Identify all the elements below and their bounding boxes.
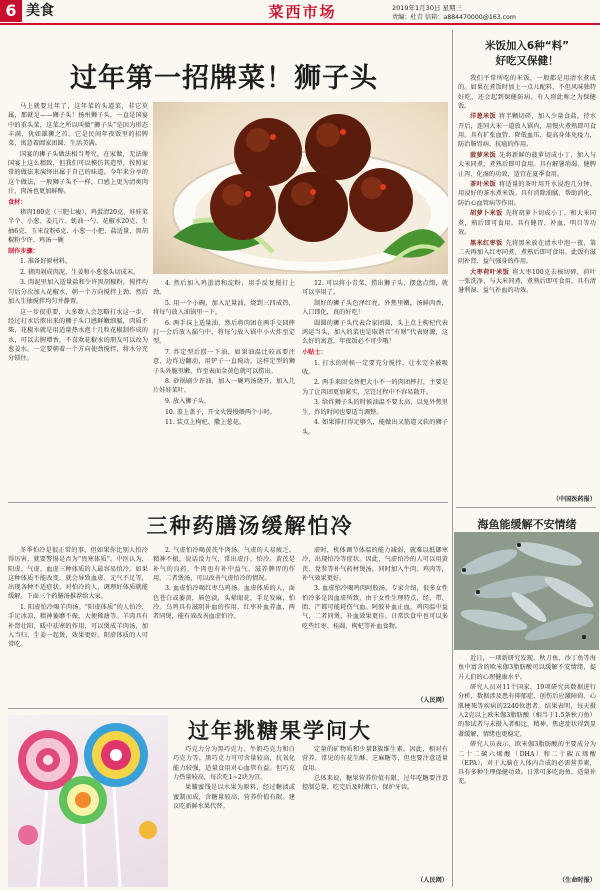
rice-item <box>458 209 596 237</box>
herbal-soup-col2 <box>153 546 295 623</box>
paragraph: 1. 阳虚怕冷喝羊肉汤。“阳虚体质”的人怕冷，手足冰凉，精神萎靡不振，大便稀溏等。羊肉具有补肾壮阳、暖中祛寒的作用，可以煲成羊肉汤，加入当归、生姜一起煲，效果更好。阳虚体质的人可常吃。 <box>8 604 148 649</box>
step: 8. 砂锅刷少许油，加入一碗鸡汤烧开，加入几片娃娃菜叶。 <box>153 378 295 395</box>
step: 6. 两手抹上适量油，然后将肉团在两手交回摔打一会后放入漏勺中，将每勺放入锅中小火炸至定型。 <box>153 319 295 346</box>
page-number: 6 <box>0 0 22 22</box>
lion-head-photo <box>153 102 448 274</box>
step: 1. 准备好原材料。 <box>20 258 72 266</box>
section-title: 美食 <box>26 3 54 19</box>
subheading-tips: 小贴士： <box>302 348 327 356</box>
item-text: 先将胡萝卜切成小丁，和大米同煮，熟后即可食用。具有健胃、补血、明目等功效。 <box>458 210 597 236</box>
item-text: 先将黑米放在清水中泡一夜，第二天再加入红枣同煮，煮熟后即可食用。此饭有滋阴补肾、益气强身的作用。 <box>458 239 597 266</box>
item-label: 大枣荷叶米饭 <box>470 268 510 276</box>
rice-item <box>458 268 596 296</box>
lion-head-headline: 过年第一招牌菜！狮子头 <box>70 63 378 94</box>
lion-head-col3 <box>302 279 448 438</box>
paragraph: 近日，一项新研究发现，秋刀鱼、沙丁鱼等海鱼中富含的欧米伽3脂肪酸可以缓解不安情绪，提升人们的心理健康水平。 <box>458 655 596 681</box>
item-label: 胡萝卜米饭 <box>470 210 503 218</box>
paragraph: 研究人员表示，欧米伽3脂肪酸的主要成分为二十二碳六烯酸（DHA）和二十碳五烯酸（EPA），对于大脑在人体内合成的必需营养素，具有多种生理保健功效。日常可多吃海鱼，适量补充。 <box>458 741 596 786</box>
fish-credit: （生命时报） <box>558 877 596 884</box>
candy-headline: 过年挑糖果学问大 <box>188 718 372 743</box>
paragraph: 虚时，机体调节体温的能力减弱，就难以抵御寒冷，出现怕冷等症状。因此，气虚怕冷的人可以用黄芪、党参等补气药材煲汤，同时加入牛肉、鸡肉等，补气效果更好。 <box>302 547 448 582</box>
step: 2. 猪肉剁成肉泥，生姜和小葱葱头切成末。 <box>20 268 140 276</box>
rice-item <box>458 239 596 267</box>
rice-article <box>458 74 596 297</box>
paragraph: 3. 血虚怕冷喝鸡肉阿胶汤。专家介绍，很多女性怕冷多是因血虚所致，由于女性生理特点，经、带、胎、产都可能耗伤气血。阿胶补血止血，鸡肉温中益气，二者同煲，补血效果更佳。日常饮食中也可以多吃些红枣、桂圆、枸杞等补血食物。 <box>302 585 448 630</box>
fish-illustration <box>454 532 599 650</box>
paragraph: 国宴的狮子头做法相当考究，在家做，无法像国宴上这么精致，但我们可以模仿其造型，按照家常的做法来演绎出属于自己的味道。今年来分享的这个做法，一般狮子头不一样，口感上更为清爽肉汁，肉汤也更加鲜醇。 <box>8 150 148 195</box>
rice-item <box>458 112 596 149</box>
candy-col2 <box>173 745 295 813</box>
header-divider <box>0 23 600 25</box>
step: 5. 用一个小碗，加入足量油，烧到三四成热，将每勺放入油锅里一下。 <box>153 299 295 317</box>
item-label: 茶叶米饭 <box>470 181 496 189</box>
fish-headline: 海鱼能缓解不安情绪 <box>477 518 577 531</box>
subheading-ingredients: 食材： <box>8 198 27 206</box>
herbal-soup-col3 <box>302 546 448 632</box>
ingredients-text: 猪肉180克（三肥七瘦）、鸡蛋清20克、娃娃菜半个、小葱、姜几片、蚝油一勺、花椒水20克、生抽6克、玉米淀粉6克、小葱一小把、盐适量、黑胡椒粉少许、鸡汤一碗 <box>8 209 148 245</box>
candy-photo <box>8 715 168 887</box>
paragraph: 研究人员对11个国家、19项研究共数据进行分析，数据涉及患有抑郁症、创伤后应激障碍、心肌梗死等疾病的2240位患者。结果表明，每天摄入2克以上欧米伽3脂肪酸（相当于1.5条秋刀鱼）的参试者与未摄入者相比，精神、焦虑症状得到显著缓解，情绪也更稳定。 <box>458 684 596 738</box>
step: 9. 放入狮子头。 <box>165 398 210 406</box>
tip: 2. 两手来回交替把大小不一的肉团摔打，主要是为了让肉团更加紧实，烹饪过程中不容易散开。 <box>302 379 448 396</box>
paragraph: 2. 气虚怕冷喝黄芪牛肉汤。气虚的人易疲乏、精神不振，说话没力气，常出虚汗，怕冷。黄芪是补气的良药，牛肉也有补中益气、滋养脾胃的作用，二者煲汤，可以改善气虚怕冷的情况。 <box>153 547 295 582</box>
item-label: 菠萝米饭 <box>470 151 496 159</box>
herbal-soup-credit: （人民网） <box>417 697 448 704</box>
paragraph: 制好的狮子头色泽红亮，外焦里嫩，汤鲜肉香，入口即化，真的好吃！ <box>302 299 448 317</box>
subheading-method: 制作步骤： <box>8 247 39 255</box>
rice-item <box>458 180 596 208</box>
item-text: 先将新鲜的菠萝切成小丁，加入与大米同煮，煮熟后即可食用。具有解暑消渴、健脾止泻、化湿的功效，适宜在夏季食用。 <box>458 151 597 178</box>
tip: 4. 如果排打得足够久，能做出又筋道又软的狮子头。 <box>302 419 448 436</box>
paragraph: 马上就要过年了，这年菜的头道菜，非它莫属，那就是——狮子头！扬州狮子头，一直是国宴中的重头菜，这菜之所以叫做“狮子头”是因为形态丰满，犹如雄狮之首。它是民间年夜饭里的招牌菜，寓意着阖家团圆、生活美满。 <box>8 103 148 148</box>
rice-headline-line2: 好吃又保健！ <box>495 55 559 67</box>
section-divider <box>8 708 448 709</box>
item-label: 洋葱米饭 <box>470 113 496 121</box>
paragraph: 圆圆的狮子头代表合家团圆，头上点上枸杞代表鸿运当头，加入的菜也是取谐音“有财”代表财源，这么好的寓意，年夜饭必不可少哦！ <box>302 319 448 346</box>
paragraph: 3. 血虚怕冷喝红枣乌鸡汤。血虚体质的人，面色苍白或萎黄，唇色淡，头晕眼花，手足发麻，怕冷。乌鸡具有滋阴补血的作用，红枣补血养血，两者同煲，能有效改善血虚怕冷。 <box>153 585 295 621</box>
item-text: 将半颗切碎，加入少量食盐，待水开后，连同大米一道放入锅内，用慢火煮熟即可食用。具有扩张血管、降低血压、提高身体免疫力，防治肠胃病、抗癌的作用。 <box>458 113 597 149</box>
paragraph: 我们平常所吃的米饭，一般都是用清水煮成的。如果在煮饭时加上一点儿配料，不但风味独特好吃，还会起到保健防病、有人将此称之为保健饭。 <box>458 75 596 110</box>
rice-item <box>458 151 596 179</box>
header-date: 2019年1月30日 星期三 <box>392 4 463 12</box>
step: 4. 然后加入鸡蛋清和淀粉，用手反复搅打上劲。 <box>153 280 295 297</box>
step: 3. 肉泥里加入适量盐和少许黑胡椒粉，搅拌均匀后分次加入花椒水，朝一个方向搅拌上劲，然后加入生抽搅拌均匀并静置。 <box>8 279 148 306</box>
candy-illustration <box>8 715 168 887</box>
rice-headline-line1: 米饭加入6种“料” <box>484 40 570 52</box>
tip: 3. 给炸狮子头的时候油温不要太高，以免外焦里生，炸的时间也要适当调整。 <box>302 399 448 416</box>
masthead: 菜西市场 <box>268 3 337 21</box>
meatball-illustration <box>153 102 448 274</box>
fish-photo <box>454 532 599 650</box>
step: 这一步很重要，大多数人会忽略打水这一步，经过打水后煎出来的狮子头口感鲜嫩细腻，肉质不柴，花椒水就是用适量热水泡十几粒花椒制作成的水，可以去腥增香，不喜欢花椒水的朋友可以改为葱姜水。一定要朝着一个方向使劲搅拌，将水分充分锁住。 <box>8 308 148 363</box>
step: 11. 装点上枸杞、撒上葱花。 <box>165 419 245 427</box>
item-text: 将适量的茶叶用开水浸泡几分钟，用浸好的茶水煮米饭。具有消除油腻、帮助消化、防治心血管病等作用。 <box>458 181 597 207</box>
lion-head-col2 <box>153 279 295 429</box>
candy-col3 <box>302 745 448 794</box>
paragraph: 定量的矿物质和少量B族维生素。因此，相对有营养，常见的有花生酥、芝麻糖等，但也要注意适量食用。 <box>302 746 448 772</box>
step: 12. 可以将小青菜、捞出狮子头，摆盘点缀，就可以享用了。 <box>302 280 448 297</box>
header-editor: 责编：杜青 信箱：a884470000@163.com <box>392 14 516 21</box>
lion-head-col1 <box>8 102 148 365</box>
paragraph: 冬季怕冷是很正常的事，但如果你比别人怕冷得厉害，就要警惕是否为“畏寒体质”。中医认为，阳虚、气虚、血虚三种体质的人最容易怕冷。如果这种体质不能改变，就会导致血虚、元气不足等，出现各种不适症状。对怕冷的人，调理好体质就能缓解。下面三个药膳汤推荐给大家。 <box>8 547 148 601</box>
paragraph: 巧克力分为黑巧克力、牛奶巧克力和白巧克力等。黑巧克力可可含量较高，抗氧化能力较强，适量食用对心血管有益。但巧克力热量较高，每次吃1~2块为宜。 <box>173 746 295 781</box>
column-divider <box>452 30 453 887</box>
step: 10. 盖上盖子，开文火慢慢煨两个小时。 <box>165 408 276 416</box>
section-divider <box>456 507 596 508</box>
candy-credit: （人民网） <box>417 877 448 884</box>
paragraph: 果脯蜜饯是以水果为原料，经过糖渍或蜜制而成，含糖量较高，营养价值有限。建议吃新鲜水果代替。 <box>173 784 295 811</box>
item-label: 黑米红枣饭 <box>470 239 503 247</box>
tip: 1. 打水的时候一定要充分搅拌，让水完全被吸收。 <box>302 359 448 376</box>
rice-credit: （中国医药报） <box>552 496 596 503</box>
herbal-soup-col1 <box>8 546 148 651</box>
rice-headline <box>460 39 594 69</box>
item-text: 将大枣100克去核切碎，荷叶一张洗净，与大米同煮，煮熟后即可食用，具有清暑利湿、益气补血的功效。 <box>458 268 597 295</box>
section-divider <box>8 502 448 503</box>
step: 7. 炸定型后捞一下油，如果油温比较高要注意，边炸边翻动，用铲子一直搅动，这样定型的狮子头外脆里嫩，炸至表面金黄色就可以捞出。 <box>153 348 295 375</box>
fish-article <box>458 654 596 788</box>
herbal-soup-headline: 三种药膳汤缓解怕冷 <box>146 513 354 538</box>
paragraph: 总体来说，糖果营养价值有限，过年吃糖要注意控制总量，吃完后及时漱口，保护牙齿。 <box>302 775 448 792</box>
